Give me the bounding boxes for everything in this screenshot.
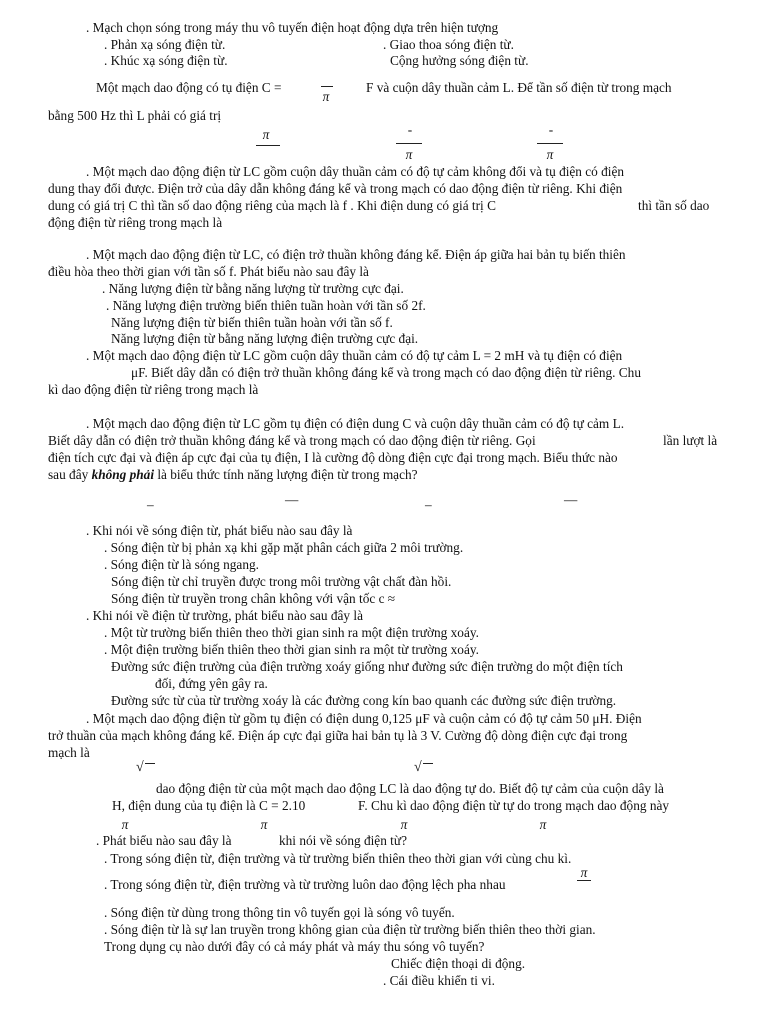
q2-answer-c-bar [537,143,563,144]
q9-line2: trở thuần của mạch không đáng kể. Điện áp cực đại giữa hai bản tụ là 3 V. Cường độ dòng điện cực đại trong [48,728,628,743]
q6-answer-b-dash: — [285,492,299,507]
q10-answer-a-pi: π [121,817,129,832]
q1-option-c: . Khúc xạ sóng điện từ. [104,53,228,68]
q8-option-b: . Một điện trường biến thiên theo thời gian sinh ra một từ trường xoáy. [104,642,479,657]
q6-line3: điện tích cực đại và điện áp cực đại của tụ điện, I là cường độ dòng điện cực đại trong mạch. Biểu thức nào [48,450,618,465]
q2-fraction-bar [321,86,333,87]
q6-line1: . Một mạch dao động điện từ LC gồm tụ điện có điện dung C và cuộn dây thuần cảm có độ tự cảm L. [86,416,625,431]
q11-option-b-pi: π [580,865,588,880]
q6-line4 [48,467,418,483]
q7-option-c: Sóng điện từ chỉ truyền được trong môi trường vật chất đàn hồi. [111,574,452,589]
q6-answer-d-dash: — [564,492,578,507]
q6-line4a: sau đây [48,467,89,482]
q6-answer-c-dash: – [425,497,432,512]
q2-answer-a-bar [256,145,280,146]
q9-answer-a-sqrt-bar [145,763,155,764]
q9-line3: mạch là [48,745,90,760]
q3-line3a: dung có giá trị C thì tần số dao động riêng của mạch là f . Khi điện dung có giá trị C [48,198,496,213]
q12-stem: Trong dụng cụ nào dưới đây có cả máy phát và máy thu sóng vô tuyến? [104,939,485,954]
q11-option-b: . Trong sóng điện từ, điện trường và từ trường luôn dao động lệch pha nhau [104,877,506,892]
q8-option-c2: đối, đứng yên gây ra. [155,676,268,691]
q6-line2b: lần lượt là [663,433,718,448]
q11-option-c: . Sóng điện từ dùng trong thông tin vô tuyến gọi là sóng vô tuyến. [104,905,455,920]
q8-option-c1: Đường sức điện trường của điện trường xoáy giống như đường sức điện trường do một điện tích [111,659,623,674]
q5-line2: μF. Biết dây dẫn có điện trở thuần không đáng kể và trong mạch có dao động điện từ riêng. Chu [131,365,641,380]
q4-option-d: Năng lượng điện từ bằng năng lượng điện trường cực đại. [111,331,419,346]
q10-line2a: H, điện dung của tụ điện là C = 2.10 [112,798,306,813]
q1-stem: . Mạch chọn sóng trong máy thu vô tuyến điện hoạt động dựa trên hiện tượng [86,20,499,35]
q7-option-d: Sóng điện từ truyền trong chân không với vận tốc c ≈ [111,591,396,606]
q8-stem: . Khi nói về điện từ trường, phát biểu nào sau đây là [86,608,363,623]
q2-answer-b-pi: π [405,147,413,162]
q8-option-a: . Một từ trường biến thiên theo thời gian sinh ra một điện trường xoáy. [104,625,479,640]
q4-option-a: . Năng lượng điện từ bằng năng lượng từ trường cực đại. [102,281,404,296]
q11-option-d: . Sóng điện từ là sự lan truyền trong không gian của điện từ trường biến thiên theo thời gian. [104,922,596,937]
q3-line3b: thì tần số dao [638,198,710,213]
q6-line4c: là biểu thức tính năng lượng điện từ trong mạch? [157,467,418,482]
q2-pi-symbol: π [322,89,330,104]
q2-stem-part3: bằng 500 Hz thì L phải có giá trị [48,108,222,123]
q6-emphasis-not: không phải [91,467,155,482]
q6-answer-a-dash: – [147,497,154,512]
q10-answer-d-pi: π [539,817,547,832]
q10-answer-c-pi: π [400,817,408,832]
q7-stem: . Khi nói về sóng điện từ, phát biểu nào sau đây là [86,523,353,538]
q4-line2: điều hòa theo thời gian với tần số f. Phát biểu nào sau đây là [48,264,369,279]
q12-option-b: . Cái điều khiển ti vi. [383,973,495,988]
q10-line2b: F. Chu kì dao động điện từ tự do trong mạch dao động này [358,798,670,813]
q9-answer-c-sqrt-bar [423,763,433,764]
q4-option-c: Năng lượng điện từ biến thiên tuần hoàn với tần số f. [111,315,393,330]
q7-option-b: . Sóng điện từ là sóng ngang. [104,557,259,572]
q6-line2a: Biết dây dẫn có điện trở thuần không đáng kể và trong mạch có dao động điện từ riêng. Gọi [48,433,536,448]
q10-answer-b-pi: π [260,817,268,832]
q2-answer-b-dash: - [407,122,413,137]
q5-line3: kì dao động điện từ riêng trong mạch là [48,382,259,397]
q7-option-a: . Sóng điện từ bị phản xạ khi gặp mặt phân cách giữa 2 môi trường. [104,540,464,555]
q3-line4: động điện từ riêng trong mạch là [48,215,223,230]
q2-answer-b-bar [396,143,422,144]
q2-answer-a-pi: π [262,127,270,142]
q11-option-a: . Trong sóng điện từ, điện trường và từ trường biến thiên theo thời gian với cùng chu kì. [104,851,572,866]
q11-stem-part2: khi nói về sóng điện từ? [279,833,407,848]
q8-option-d: Đường sức từ của từ trường xoáy là các đường cong kín bao quanh các đường sức điện trường. [111,693,617,708]
q3-line1: . Một mạch dao động điện từ LC gồm cuộn dây thuần cảm có độ tự cảm không đổi và tụ điện có điện [86,164,625,179]
q2-stem-part1: Một mạch dao động có tụ điện C = [96,80,282,95]
q2-answer-c-pi: π [546,147,554,162]
q4-option-b: . Năng lượng điện trường biến thiên tuần hoàn với tần số 2f. [106,298,426,313]
q11-option-b-fraction-bar [577,880,591,881]
q1-option-d: Cộng hưởng sóng điện từ. [390,53,529,68]
q4-line1: . Một mạch dao động điện từ LC, có điện trở thuần không đáng kể. Điện áp giữa hai bản tụ biến thiên [86,247,626,262]
q11-stem-part1: . Phát biểu nào sau đây là [96,833,232,848]
q1-option-a: . Phản xạ sóng điện từ. [104,37,226,52]
q9-answer-a-sqrt: √ [136,760,144,775]
q1-option-b: . Giao thoa sóng điện từ. [383,37,514,52]
q2-stem-part2: F và cuộn dây thuần cảm L. Để tần số điện từ trong mạch [366,80,672,95]
q12-option-a: Chiếc điện thoại di động. [391,956,526,971]
q10-line1: dao động điện từ của một mạch dao động LC là dao động tự do. Biết độ tự cảm của cuộn dây là [156,781,664,796]
q3-line2: dung thay đổi được. Điện trở của dây dẫn không đáng kể và trong mạch có dao động điện từ riêng. Khi điện [48,181,623,196]
q9-answer-c-sqrt: √ [414,760,422,775]
q9-line1: . Một mạch dao động điện từ gồm tụ điện có điện dung 0,125 μF và cuộn cảm có độ tự cảm 50 μH. Điện [86,711,642,726]
q2-answer-c-dash: - [548,122,554,137]
q5-line1: . Một mạch dao động điện từ LC gồm cuộn dây thuần cảm có độ tự cảm L = 2 mH và tụ điện có điện [86,348,623,363]
